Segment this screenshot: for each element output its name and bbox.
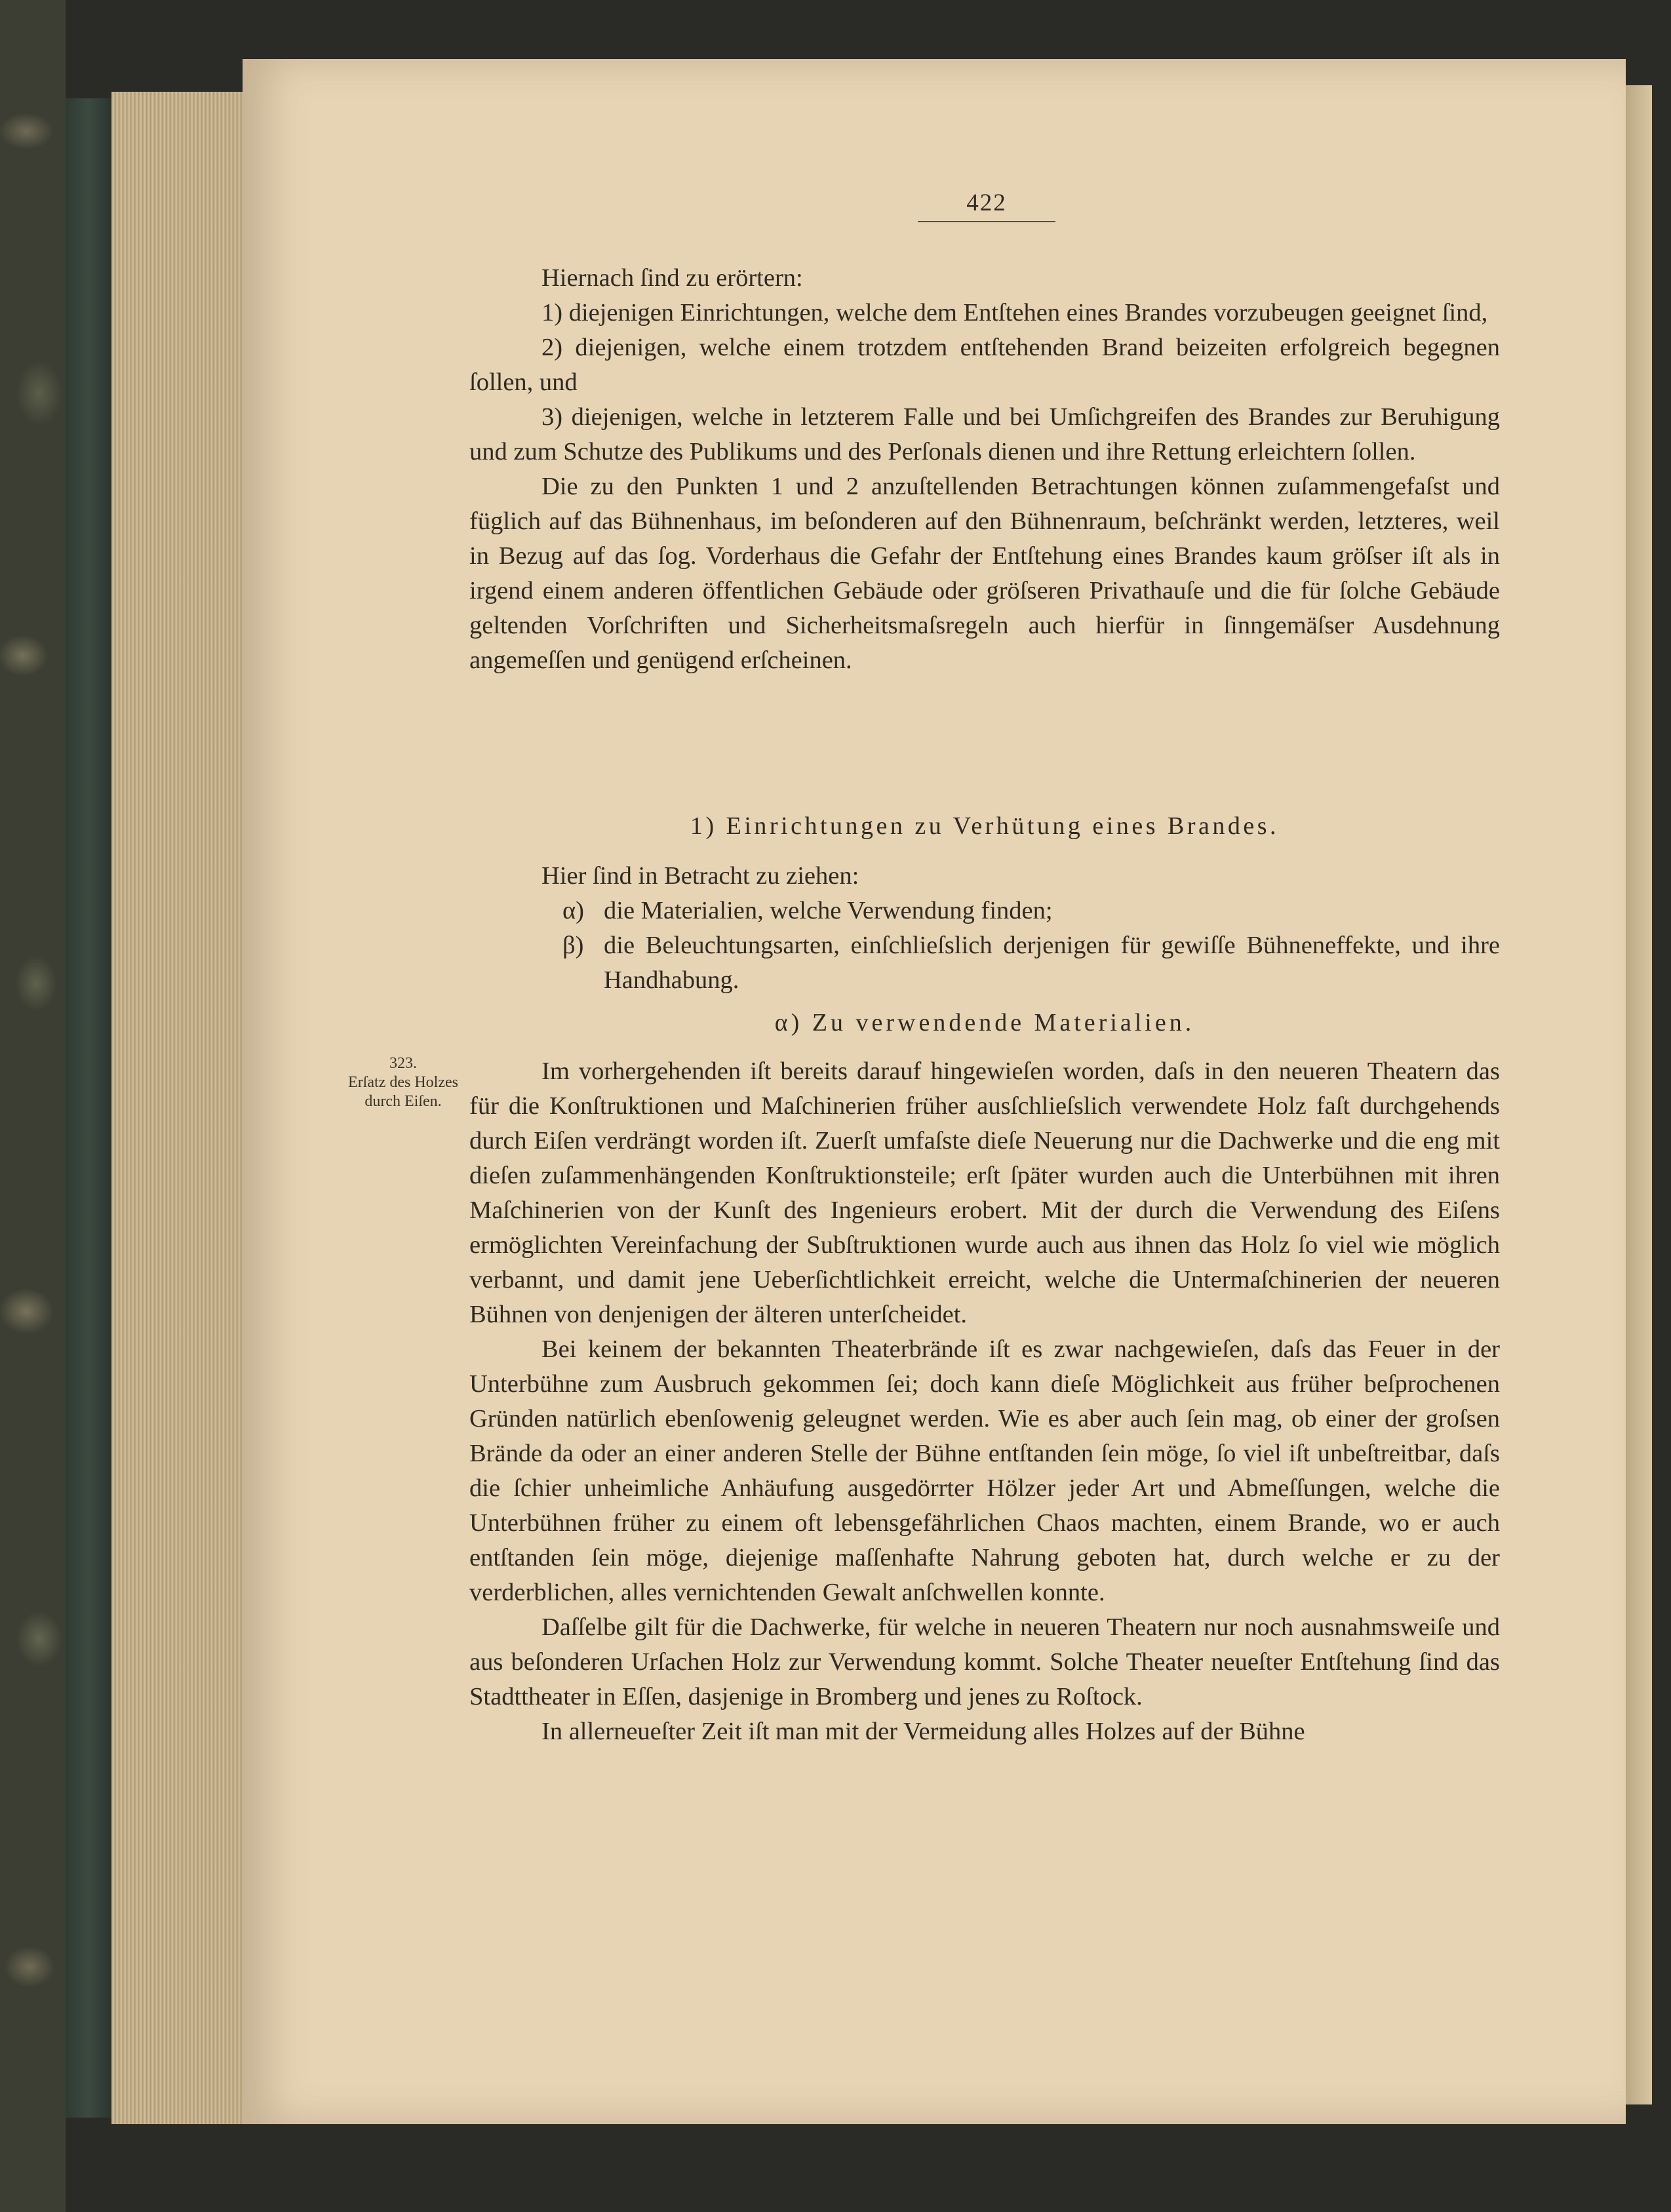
intro-block bbox=[469, 261, 1500, 678]
intro-item-2: 2) diejenigen, welche einem trotzdem entſtehenden Brand beizeiten erfolgreich begegnen ſollen, und bbox=[469, 334, 1500, 396]
book-cover-marbled bbox=[0, 0, 66, 2212]
body-paragraph-1: Im vorhergehenden iſt bereits darauf hingewieſen worden, daſs in den neueren Theatern das für die Konſtruktionen und Maſchinerien früher ausſchlieſslich verwendete Holz faſt durchgehends durch Eiſen verdrängt worden iſt. Zuerſt umfaſste dieſe Neuerung nur die Dachwerke und die eng mit dieſen zuſammenhängenden Konſtruktionsteile; erſt ſpäter wurden auch die Unterbühnen mit ihren Maſchinerien von der Kunſt des Ingenieurs erobert. Mit der durch die Verwendung des Eiſens ermöglichten Vereinfachung der Subſtruktionen wurde auch aus ihnen das Holz ſo viel wie möglich verbannt, und damit jene Ueberſichtlichkeit erreicht, welche die Untermaſchinerien der neueren Bühnen von denjenigen der älteren unterſcheidet. bbox=[469, 1057, 1500, 1328]
margin-note bbox=[341, 1054, 465, 1111]
list-text-alpha: die Materialien, welche Verwendung finden; bbox=[604, 897, 1053, 924]
intro-item-3: 3) diejenigen, welche in letzterem Falle und bei Umſichgreifen des Brandes zur Beruhigung und zum Schutze des Publikums und des Perſonals dienen und ihre Rettung erleichtern ſollen. bbox=[469, 403, 1500, 465]
book-spine-board bbox=[66, 98, 111, 2118]
margin-note-title: Erſatz des Holzes durch Eiſen. bbox=[348, 1074, 458, 1110]
list-item-alpha bbox=[469, 894, 1500, 928]
section-1-heading: 1) Einrichtungen zu Verhütung eines Brandes. bbox=[690, 812, 1279, 840]
section-1-list bbox=[469, 859, 1500, 998]
list-marker-beta: β) bbox=[562, 932, 584, 959]
body-paragraph-2: Bei keinem der bekannten Theaterbrände iſt es zwar nachgewieſen, daſs das Feuer in der Unterbühne zum Ausbruch gekommen ſei; doch kann dieſe Möglichkeit aus früher beſprochenen Gründen natürlich ebenſowenig geleugnet werden. Wie es aber auch ſein mag, ob einer der groſsen Brände da oder an einer anderen Stelle der Bühne entſtanden ſein möge, ſo viel iſt unbeſtreitbar, daſs die ſchier unheimliche Anhäufung ausgedörrter Hölzer jeder Art und Abmeſſungen, welche die Unterbühnen früher zu einem oft lebensgefährlichen Chaos machten, einem Brande, wo er auch entſtanden ſein möge, diejenige maſſenhafte Nahrung geboten hat, durch welche er zu der verderblichen, alles vernichtenden Gewalt anſchwellen konnte. bbox=[469, 1335, 1500, 1606]
body-paragraph-3: Daſſelbe gilt für die Dachwerke, für welche in neueren Theatern nur noch ausnahmsweiſe und aus beſonderen Urſachen Holz zur Verwendung kommt. Solche Theater neueſter Entſtehung ſind das Stadttheater in Eſſen, dasjenige in Bromberg und jenes zu Roſtock. bbox=[469, 1613, 1500, 1710]
subsection-alpha-heading: α) Zu verwendende Materialien. bbox=[774, 1009, 1195, 1037]
intro-lead: Hiernach ſind zu erörtern: bbox=[541, 264, 803, 292]
body-paragraph-4: In allerneueſter Zeit iſt man mit der Vermeidung alles Holzes auf der Bühne bbox=[541, 1718, 1305, 1745]
section-1-lead: Hier ſind in Betracht zu ziehen: bbox=[541, 862, 859, 890]
intro-paragraph: Die zu den Punkten 1 und 2 anzuſtellenden Betrachtungen können zuſammengefaſst und füglich auf das Bühnenhaus, im beſonderen auf den Bühnenraum, beſchränkt werden, letzteres, weil in Bezug auf das ſog. Vorderhaus die Gefahr der Entſtehung eines Brandes kaum gröſser iſt als in irgend einem anderen öffentlichen Gebäude oder gröſseren Privathauſe und die für ſolche Gebäude geltenden Vorſchriften und Sicherheitsmaſsregeln auch hierfür in ſinngemäſser Ausdehnung angemeſſen und genügend erſcheinen. bbox=[469, 473, 1500, 674]
list-item-beta bbox=[469, 928, 1500, 998]
margin-note-number: 323. bbox=[389, 1055, 417, 1072]
page-edges bbox=[111, 92, 243, 2124]
subsection-alpha-body bbox=[469, 1054, 1500, 1749]
list-marker-alpha: α) bbox=[562, 897, 584, 924]
page-number: 422 bbox=[918, 189, 1055, 222]
list-text-beta: die Beleuchtungsarten, einſchlieſslich derjenigen für gewiſſe Bühneneffekte, und ihre Handhabung. bbox=[604, 932, 1500, 994]
intro-item-1: 1) diejenigen Einrichtungen, welche dem Entſtehen eines Brandes vorzubeugen geeignet ſind, bbox=[541, 299, 1488, 326]
facing-page-edge bbox=[1626, 85, 1652, 2104]
